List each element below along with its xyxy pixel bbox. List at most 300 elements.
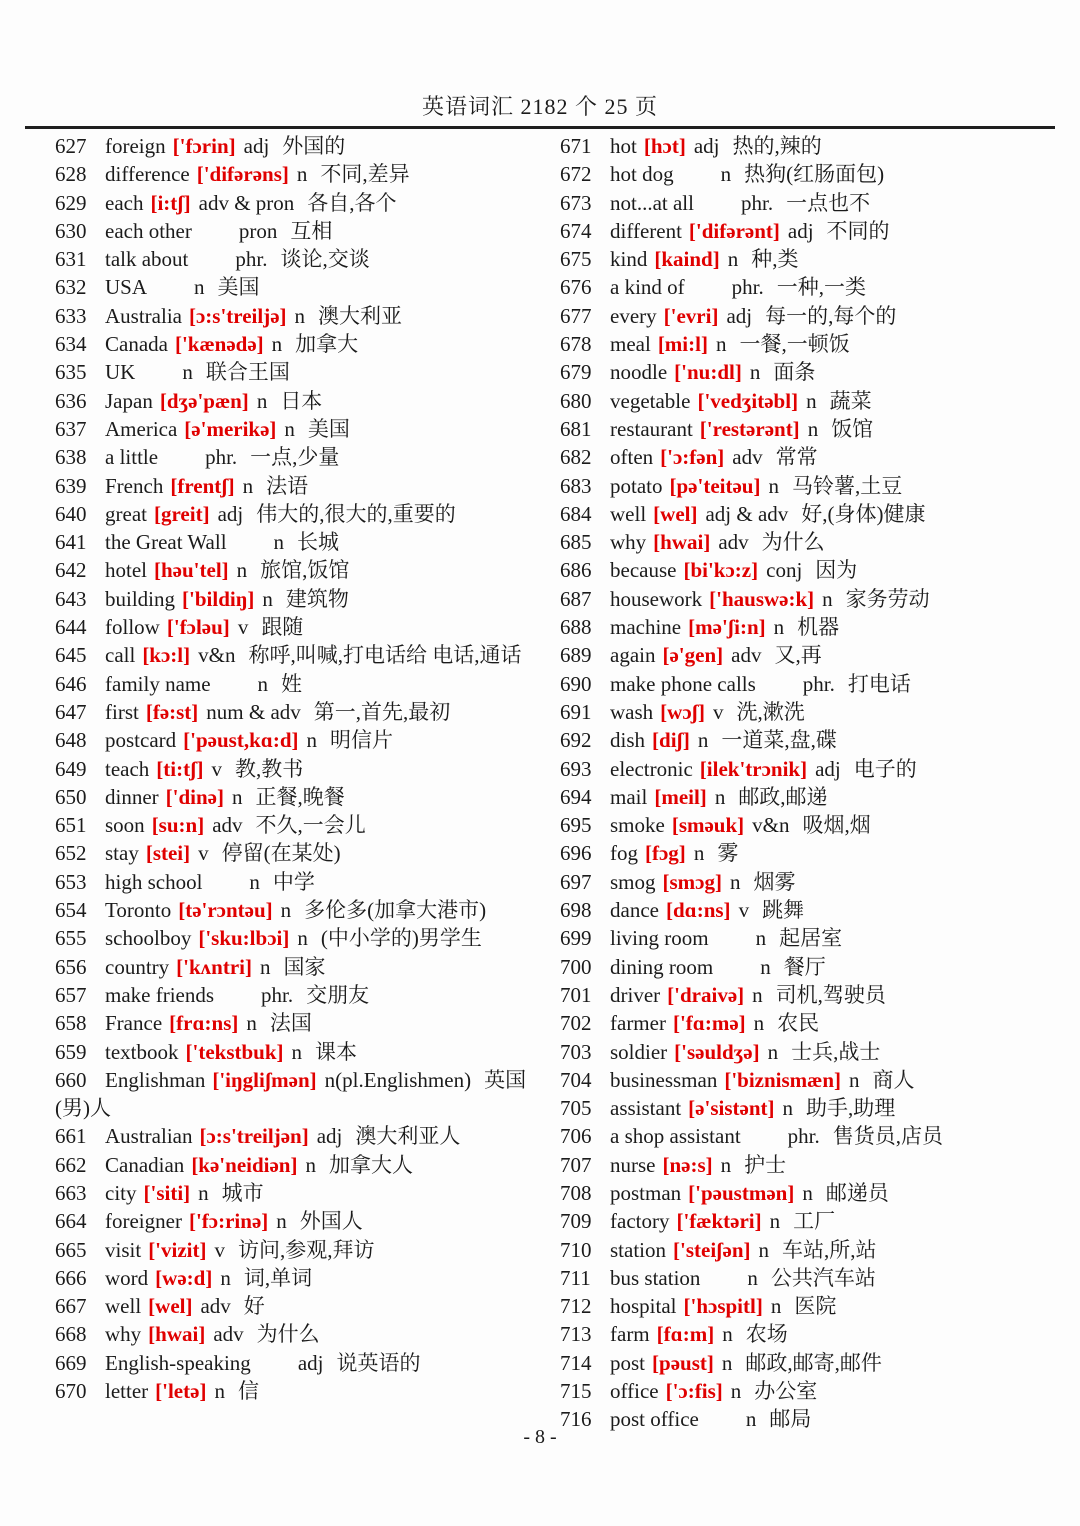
- entry-word: high school: [105, 869, 203, 894]
- vocab-entry: [55, 273, 533, 301]
- entry-meaning: 不同的: [826, 218, 890, 243]
- entry-pos: phr.: [802, 671, 835, 696]
- entry-word: a little: [105, 445, 159, 470]
- vocab-entry: [55, 500, 533, 528]
- entry-number: 667: [55, 1294, 87, 1319]
- entry-phonetic: [pəust]: [652, 1350, 714, 1375]
- entry-meaning: 交朋友: [306, 982, 370, 1007]
- entry-pos: adj: [815, 756, 841, 781]
- entry-pos: adj: [787, 218, 814, 243]
- vocab-entry: [560, 1094, 1060, 1122]
- entry-phonetic: [hwai]: [148, 1322, 206, 1347]
- entry-number: 654: [55, 898, 87, 923]
- entry-phonetic: ['fæktəri]: [676, 1209, 762, 1234]
- entry-pos: n: [720, 1152, 732, 1177]
- entry-pos: adj & adv: [705, 501, 789, 526]
- entry-word: make friends: [105, 982, 215, 1007]
- entry-word: kind: [610, 247, 648, 272]
- entry-pos: adv: [718, 530, 749, 555]
- entry-phonetic: ['draivə]: [667, 982, 745, 1007]
- vocab-entry: [55, 1122, 533, 1150]
- entry-meaning: 美国: [217, 275, 260, 300]
- entry-pos: v: [211, 756, 222, 781]
- entry-number: 669: [55, 1350, 87, 1375]
- entry-phonetic: ['iŋgliʃmən]: [212, 1067, 317, 1092]
- entry-pos: n: [760, 954, 771, 979]
- vocab-entry: [560, 217, 1060, 245]
- entry-number: 642: [55, 558, 87, 583]
- entry-phonetic: ['kænədə]: [174, 332, 264, 357]
- entry-phonetic: ['fɔ:rinə]: [188, 1209, 269, 1234]
- entry-word: foreign: [105, 134, 166, 158]
- vocab-entry: [55, 1349, 533, 1377]
- entry-pos: n: [296, 162, 308, 187]
- entry-word: difference: [105, 162, 190, 187]
- entry-number: 661: [55, 1124, 87, 1149]
- entry-meaning: 第一,首先,最初: [313, 699, 451, 724]
- entry-number: 629: [55, 190, 87, 215]
- entry-number: 703: [560, 1039, 592, 1064]
- entry-number: 657: [55, 982, 87, 1007]
- entry-number: 631: [55, 247, 87, 272]
- entry-meaning: 电子的: [853, 756, 917, 781]
- vocab-entry: [560, 387, 1060, 415]
- entry-number: 701: [560, 982, 592, 1007]
- entry-phonetic: ['fɔrin]: [172, 134, 236, 158]
- entry-word: letter: [105, 1379, 149, 1404]
- entry-pos: v: [738, 898, 750, 923]
- vocab-entry: [560, 981, 1060, 1009]
- entry-word: housework: [610, 586, 703, 611]
- entry-pos: n: [214, 1379, 225, 1404]
- entry-pos: n: [220, 1265, 231, 1290]
- vocab-entry: [55, 1320, 533, 1348]
- entry-number: 687: [560, 586, 592, 611]
- entry-word: America: [105, 416, 178, 441]
- entry-pos: n: [262, 586, 273, 611]
- entry-meaning: 多伦多(加拿大港市): [304, 898, 487, 923]
- entry-number: 664: [55, 1209, 87, 1234]
- vocab-entry: [560, 245, 1060, 273]
- entry-phonetic: ['hauswə:k]: [709, 586, 815, 611]
- entry-number: 659: [55, 1039, 87, 1064]
- entry-number: 640: [55, 501, 87, 526]
- entry-number: 693: [560, 756, 592, 781]
- page-number: - 8 -: [523, 1426, 557, 1448]
- entry-pos: n: [294, 303, 306, 328]
- entry-word: living room: [610, 926, 709, 951]
- entry-meaning: 为什么: [256, 1322, 320, 1347]
- entry-meaning: 课本: [315, 1039, 358, 1064]
- entry-phonetic: [bi'kɔ:z]: [683, 558, 759, 583]
- entry-phonetic: ['restərənt]: [699, 416, 800, 441]
- entry-word: dance: [610, 898, 659, 923]
- entry-pos: n: [273, 530, 285, 555]
- entry-phonetic: [hɔt]: [643, 134, 686, 158]
- entry-phonetic: [fɔg]: [645, 841, 686, 866]
- vocab-entry: [560, 868, 1060, 896]
- entry-word: bus station: [610, 1265, 701, 1290]
- entry-word: farm: [610, 1322, 650, 1347]
- entry-number: 650: [55, 784, 87, 809]
- entry-meaning: 外国人: [299, 1209, 363, 1234]
- entry-phonetic: [ɔ:s'treiljən]: [199, 1124, 309, 1149]
- entry-meaning: 洗,漱洗: [736, 699, 805, 724]
- entry-meaning: 信: [237, 1379, 259, 1404]
- entry-meaning: 农场: [745, 1322, 788, 1347]
- entry-pos: n: [767, 1039, 779, 1064]
- entry-meaning: 日本: [280, 388, 323, 413]
- entry-meaning: 商人: [872, 1067, 915, 1092]
- vocab-entry: [560, 500, 1060, 528]
- entry-word: vegetable: [610, 388, 691, 413]
- entry-meaning: 邮政,邮递: [738, 784, 828, 809]
- entry-number: 680: [560, 388, 592, 413]
- entry-number: 632: [55, 275, 87, 300]
- entry-number: 711: [560, 1265, 591, 1290]
- entry-meaning: 城市: [221, 1180, 264, 1205]
- entry-word: noodle: [610, 360, 668, 385]
- entry-number: 684: [560, 501, 592, 526]
- entry-phonetic: [greit]: [153, 501, 210, 526]
- vocab-entry: [55, 1066, 533, 1123]
- entry-phonetic: ['hɔspitl]: [683, 1294, 763, 1319]
- entry-phonetic: [hwai]: [653, 530, 711, 555]
- entry-pos: n: [257, 671, 269, 696]
- vocab-entry: [55, 387, 533, 415]
- entry-phonetic: ['pəust,kɑ:d]: [183, 728, 299, 753]
- entry-meaning: 不久,一会儿: [255, 813, 366, 838]
- entry-pos: phr.: [235, 247, 268, 272]
- entry-word: visit: [105, 1237, 142, 1262]
- entry-meaning: 工厂: [793, 1209, 836, 1234]
- vocab-entry: [560, 1009, 1060, 1037]
- vocab-entry: [560, 358, 1060, 386]
- vocab-entry: [560, 1349, 1060, 1377]
- entry-word: factory: [610, 1209, 670, 1234]
- entry-meaning: 餐厅: [783, 954, 826, 979]
- vocab-entry: [560, 613, 1060, 641]
- entry-pos: adj: [217, 501, 244, 526]
- vocab-entry: [55, 641, 533, 669]
- entry-number: 681: [560, 416, 592, 441]
- entry-phonetic: ['vedʒitəbl]: [697, 388, 799, 413]
- entry-meaning: 姓: [281, 671, 303, 696]
- entry-number: 689: [560, 643, 592, 668]
- entry-meaning: 加拿大: [295, 332, 359, 357]
- entry-word: soldier: [610, 1039, 668, 1064]
- vocab-entry: [55, 896, 533, 924]
- entry-meaning: 因为: [815, 558, 858, 583]
- entry-phonetic: ['steiʃən]: [673, 1237, 751, 1262]
- entry-word: post: [610, 1350, 646, 1375]
- entry-phonetic: ['evri]: [663, 303, 719, 328]
- entry-number: 646: [55, 671, 87, 696]
- entry-pos: adv: [731, 643, 762, 668]
- vocab-entry: [560, 811, 1060, 839]
- entry-word: hotel: [105, 558, 147, 583]
- entry-number: 688: [560, 615, 592, 640]
- vocab-entry: [560, 896, 1060, 924]
- entry-number: 705: [560, 1096, 592, 1121]
- entry-meaning: 法国: [269, 1011, 312, 1036]
- entry-phonetic: ['bildiŋ]: [182, 586, 255, 611]
- entry-number: 633: [55, 303, 87, 328]
- entry-word: postman: [610, 1180, 682, 1205]
- entry-pos: n: [747, 1265, 758, 1290]
- vocab-entry: [55, 783, 533, 811]
- entry-pos: n: [730, 869, 741, 894]
- right-column: [560, 132, 1060, 1434]
- entry-pos: n: [721, 1350, 733, 1375]
- entry-meaning: 谈论,交谈: [280, 247, 370, 272]
- entry-meaning: 一点,少量: [250, 445, 340, 470]
- entry-word: stay: [105, 841, 139, 866]
- entry-word: nurse: [610, 1152, 656, 1177]
- entry-meaning: 士兵,战士: [791, 1039, 881, 1064]
- entry-word: make phone calls: [610, 671, 756, 696]
- entry-word: hospital: [610, 1294, 677, 1319]
- entry-meaning: 常常: [775, 445, 818, 470]
- entry-meaning: 不同,差异: [320, 162, 410, 187]
- entry-word: USA: [105, 275, 148, 300]
- entry-phonetic: [sməuk]: [671, 813, 745, 838]
- vocab-entry: [560, 443, 1060, 471]
- entry-meaning: 邮递员: [825, 1180, 889, 1205]
- entry-number: 695: [560, 813, 592, 838]
- entry-pos: n: [768, 473, 779, 498]
- entry-number: 636: [55, 388, 87, 413]
- entry-pos: adj: [316, 1124, 343, 1149]
- entry-pos: v: [214, 1237, 225, 1262]
- vocab-entry: [55, 1377, 533, 1405]
- entry-meaning: 每一的,每个的: [765, 303, 897, 328]
- entry-pos: n: [722, 1322, 733, 1347]
- vocab-entry: [560, 189, 1060, 217]
- entry-meaning: 雾: [717, 841, 739, 866]
- vocab-entry: [55, 245, 533, 273]
- entry-pos: n: [806, 388, 817, 413]
- entry-phonetic: ['dinə]: [165, 784, 224, 809]
- entry-number: 686: [560, 558, 592, 583]
- entry-phonetic: [frɑ:ns]: [169, 1011, 239, 1036]
- entry-phonetic: ['tekstbuk]: [185, 1039, 284, 1064]
- vocab-entry: [55, 556, 533, 584]
- entry-pos: n: [822, 586, 833, 611]
- entry-phonetic: ['nu:dl]: [674, 360, 742, 385]
- entry-pos: phr.: [205, 445, 238, 470]
- entry-phonetic: [ti:tʃ]: [156, 756, 204, 781]
- entry-phonetic: ['siti]: [143, 1180, 191, 1205]
- entry-word: family name: [105, 671, 211, 696]
- vocab-entry: [560, 924, 1060, 952]
- vocab-entry: [560, 415, 1060, 443]
- entry-phonetic: ['fɔləu]: [166, 615, 230, 640]
- entry-number: 637: [55, 416, 87, 441]
- entry-word: driver: [610, 982, 661, 1007]
- entry-pos: n: [755, 926, 767, 951]
- entry-phonetic: ['kʌntri]: [176, 954, 252, 979]
- entry-word: post office: [610, 1407, 699, 1432]
- entry-meaning: 一道菜,盘,碟: [721, 728, 837, 753]
- entry-meaning: 各自,各个: [307, 190, 397, 215]
- vocab-entry: [55, 670, 533, 698]
- entry-number: 639: [55, 473, 87, 498]
- entry-phonetic: [pə'teitəu]: [669, 473, 761, 498]
- entry-meaning: 国家: [283, 954, 326, 979]
- entry-word: teach: [105, 756, 150, 781]
- entry-pos: adv: [200, 1294, 231, 1319]
- entry-number: 666: [55, 1265, 87, 1290]
- entry-number: 638: [55, 445, 87, 470]
- entry-meaning: 停留(在某处): [221, 841, 341, 866]
- entry-word: meal: [610, 332, 651, 357]
- entry-word: not...at all: [610, 190, 694, 215]
- entry-pos: adv: [212, 813, 243, 838]
- entry-pos: n: [773, 615, 785, 640]
- entry-word: restaurant: [610, 416, 693, 441]
- entry-word: because: [610, 558, 677, 583]
- entry-word: a kind of: [610, 275, 685, 300]
- entry-word: follow: [105, 615, 160, 640]
- entry-meaning: 加拿大人: [328, 1152, 413, 1177]
- vocab-entry: [560, 839, 1060, 867]
- entry-number: 676: [560, 275, 592, 300]
- entry-phonetic: [frentʃ]: [170, 473, 235, 498]
- vocab-entry: [55, 472, 533, 500]
- vocab-entry: [560, 1066, 1060, 1094]
- entry-meaning: 长城: [297, 530, 340, 555]
- vocab-entry: [55, 924, 533, 952]
- entry-number: 694: [560, 784, 592, 809]
- page-title: 英语词汇 2182 个 25 页: [421, 94, 658, 119]
- vocab-entry: [55, 1151, 533, 1179]
- entry-number: 675: [560, 247, 592, 272]
- entry-number: 645: [55, 643, 87, 668]
- entry-pos: v&n: [198, 643, 236, 668]
- vocab-entry: [55, 755, 533, 783]
- entry-meaning: 跟随: [261, 615, 304, 640]
- entry-meaning: 面条: [773, 360, 816, 385]
- entry-pos: n: [720, 162, 732, 187]
- vocab-entry: [55, 415, 533, 443]
- entry-phonetic: [ə'merikə]: [184, 416, 277, 441]
- entry-pos: n: [182, 360, 193, 385]
- entry-meaning: 售货员,店员: [832, 1124, 943, 1149]
- entry-phonetic: [su:n]: [151, 813, 205, 838]
- entry-number: 698: [560, 898, 592, 923]
- entry-phonetic: ['vizit]: [148, 1237, 207, 1262]
- entry-meaning: 教,教书: [234, 756, 304, 781]
- left-column: [55, 132, 533, 1405]
- entry-number: 714: [560, 1350, 592, 1375]
- entry-pos: conj: [766, 558, 803, 583]
- entry-word: well: [105, 1294, 142, 1319]
- entry-number: 652: [55, 841, 87, 866]
- entry-pos: phr.: [731, 275, 764, 300]
- entry-meaning: 法语: [266, 473, 309, 498]
- entry-meaning: 一餐,一顿饭: [739, 332, 850, 357]
- entry-number: 679: [560, 360, 592, 385]
- entry-word: dining room: [610, 954, 714, 979]
- vocab-entry: [560, 953, 1060, 981]
- entry-number: 678: [560, 332, 592, 357]
- vocab-entry: [560, 641, 1060, 669]
- entry-pos: adj: [297, 1350, 324, 1375]
- entry-pos: n: [246, 1011, 257, 1036]
- entry-number: 628: [55, 162, 87, 187]
- entry-phonetic: ['biznismæn]: [724, 1067, 842, 1092]
- entry-pos: n: [727, 247, 739, 272]
- entry-meaning: 澳大利亚: [318, 303, 403, 328]
- entry-meaning: 伟大的,很大的,重要的: [256, 501, 456, 526]
- entry-meaning: 美国: [307, 416, 350, 441]
- entry-word: why: [610, 530, 647, 555]
- vocab-entry: [55, 217, 533, 245]
- entry-pos: n: [256, 388, 268, 413]
- entry-number: 670: [55, 1379, 87, 1404]
- entry-number: 660: [55, 1067, 87, 1092]
- entry-pos: num & adv: [206, 699, 301, 724]
- vocab-entry: [55, 726, 533, 754]
- entry-pos: n: [291, 1039, 303, 1064]
- entry-meaning: 正餐,晚餐: [255, 784, 345, 809]
- entry-word: great: [105, 501, 147, 526]
- entry-number: 653: [55, 869, 87, 894]
- entry-pos: v: [713, 699, 724, 724]
- entry-meaning: 吸烟,烟: [802, 813, 871, 838]
- entry-pos: n: [730, 1379, 742, 1404]
- entry-word: farmer: [610, 1011, 666, 1036]
- vocab-entry: [560, 330, 1060, 358]
- entry-number: 649: [55, 756, 87, 781]
- entry-number: 699: [560, 926, 592, 951]
- entry-number: 690: [560, 671, 592, 696]
- entry-pos: n: [232, 784, 243, 809]
- entry-number: 708: [560, 1180, 592, 1205]
- vocab-entry: [560, 755, 1060, 783]
- entry-pos: n: [745, 1407, 757, 1432]
- vocab-entry: [55, 953, 533, 981]
- entry-word: French: [105, 473, 164, 498]
- entry-word: why: [105, 1322, 142, 1347]
- entry-meaning: 起居室: [779, 926, 843, 951]
- entry-word: the Great Wall: [105, 530, 227, 555]
- entry-word: English-speaking: [105, 1350, 251, 1375]
- entry-word: postcard: [105, 728, 177, 753]
- vocab-entry: [560, 726, 1060, 754]
- entry-meaning: 中学: [272, 869, 315, 894]
- entry-number: 647: [55, 699, 87, 724]
- vocab-entry: [55, 585, 533, 613]
- entry-word: wash: [610, 699, 654, 724]
- entry-word: fog: [610, 841, 638, 866]
- entry-pos: n: [280, 898, 292, 923]
- entry-word: smog: [610, 869, 656, 894]
- vocab-entry: [560, 1320, 1060, 1348]
- entry-word: word: [105, 1265, 149, 1290]
- entry-pos: n: [714, 784, 726, 809]
- entry-pos: n: [758, 1237, 769, 1262]
- entry-number: 674: [560, 218, 592, 243]
- entry-word: every: [610, 303, 657, 328]
- entry-meaning: 助手,助理: [805, 1096, 896, 1121]
- entry-number: 696: [560, 841, 592, 866]
- entry-number: 683: [560, 473, 592, 498]
- vocab-entry: [55, 132, 533, 160]
- vocab-entry: [55, 443, 533, 471]
- entry-word: Canada: [105, 332, 168, 357]
